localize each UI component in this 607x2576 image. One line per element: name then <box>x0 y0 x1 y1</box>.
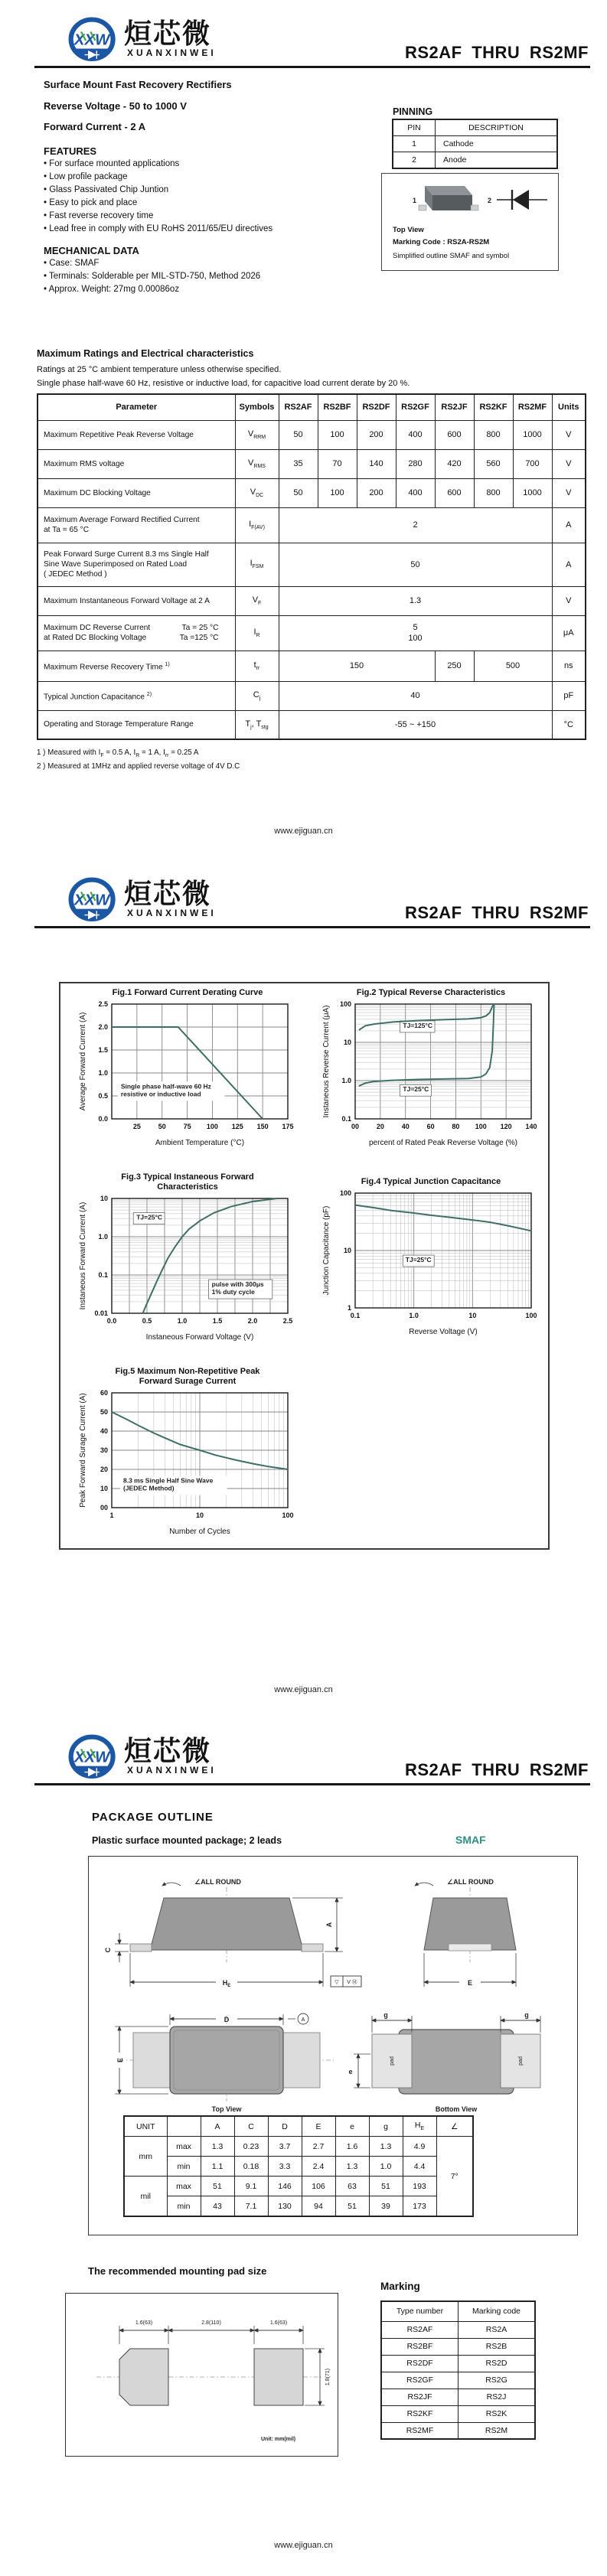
ratings-row-trr: Maximum Reverse Recovery Time $^{1)}$ $t_{rr}$ 150 250 500 ns <box>38 651 586 681</box>
svg-text:pad: pad <box>518 2056 524 2066</box>
svg-text:Junction Capacitance (pF): Junction Capacitance (pF) <box>322 1205 331 1296</box>
svg-text:Unit: mm(mil): Unit: mm(mil) <box>261 2437 296 2442</box>
marking-table <box>380 2300 536 2440</box>
mech-item: • Approx. Weight: 27mg 0.00086oz <box>44 283 260 296</box>
svg-text:2.0: 2.0 <box>98 1023 108 1031</box>
svg-text:10: 10 <box>100 1485 108 1492</box>
fig3-title: Fig.3 Typical Instaneous Forward <box>121 1172 254 1182</box>
logo-badge-icon <box>67 877 118 924</box>
svg-text:percent of Rated Peak Reverse: percent of Rated Peak Reverse Voltage (%) <box>369 1139 517 1147</box>
brand-name-en: XUANXINWEI <box>127 47 217 58</box>
svg-text:0.0: 0.0 <box>98 1115 108 1123</box>
ratings-row-cj: Typical Junction Capacitance $^{2)}$ $C_j$ 40 pF <box>38 681 586 710</box>
page3-header <box>0 1734 607 1783</box>
brand-name-en: XUANXINWEI <box>127 1765 217 1775</box>
svg-text:100: 100 <box>282 1511 294 1519</box>
svg-text:E: E <box>116 2057 124 2063</box>
feature-item: • Fast reverse recovery time <box>44 210 272 223</box>
svg-text:Average Forward Current (A): Average Forward Current (A) <box>79 1012 87 1111</box>
svg-text:0.1: 0.1 <box>350 1312 361 1319</box>
svg-text:10: 10 <box>195 1511 204 1519</box>
dim-row-mm-min: min 1.1 0.18 3.3 2.4 1.3 1.0 4.4 <box>124 2157 473 2177</box>
ratings-row-ifsm: Peak Forward Surge Current 8.3 ms Single Half Sine Wave Superimposed on Rated Load ( JEDEC Method ) $I_{FSM}$ 50 A <box>38 543 586 586</box>
svg-text:25: 25 <box>132 1123 141 1130</box>
fig2-title: Fig.2 Typical Reverse Characteristics <box>356 988 506 997</box>
svg-text:00: 00 <box>100 1504 108 1511</box>
mechanical-data-list <box>44 257 260 296</box>
svg-text:150: 150 <box>256 1123 269 1130</box>
svg-text:100: 100 <box>475 1123 487 1130</box>
svg-text:A: A <box>325 1922 333 1928</box>
svg-text:8.3 ms Single Half Sine Wave: 8.3 ms Single Half Sine Wave <box>122 1476 214 1485</box>
fig5-title-line2: Forward Surage Current <box>139 1377 237 1386</box>
svg-text:e: e <box>348 2068 353 2075</box>
svg-text:E: E <box>467 1979 473 1987</box>
svg-text:0.5: 0.5 <box>98 1092 108 1100</box>
package-symbol-box <box>381 173 559 271</box>
svg-text:Ambient Temperature (°C): Ambient Temperature (°C) <box>155 1139 245 1147</box>
svg-text:10: 10 <box>100 1195 108 1202</box>
svg-text:TJ=125°C: TJ=125°C <box>403 1021 433 1029</box>
svg-text:60: 60 <box>426 1123 435 1130</box>
svg-text:40: 40 <box>100 1427 108 1435</box>
header-rule <box>34 1783 590 1785</box>
svg-text:0.01: 0.01 <box>94 1309 108 1317</box>
svg-text:50: 50 <box>158 1123 166 1130</box>
ratings-header-row: Parameter Symbols RS2AF RS2BF RS2DF RS2GF RS2JF RS2KF RS2MF Units <box>38 394 586 420</box>
svg-text:HE: $H_E$ <box>222 1979 231 1988</box>
svg-text:Instaneous Reverse Current (μA: Instaneous Reverse Current (μA) <box>322 1005 331 1118</box>
brand-name-cn: 烜芯微 <box>124 878 212 909</box>
svg-text:TJ=25°C: TJ=25°C <box>136 1213 163 1221</box>
svg-text:20: 20 <box>376 1123 384 1130</box>
package-end-view <box>378 1873 562 2004</box>
svg-text:(JEDEC Method): (JEDEC Method) <box>122 1484 175 1492</box>
svg-text:XXW: XXW <box>73 892 110 909</box>
doc-title: RS2AF THRU RS2MF <box>404 1760 589 1779</box>
page1-header <box>0 17 607 66</box>
svg-text:120: 120 <box>500 1123 512 1130</box>
logo-badge-icon <box>67 1734 118 1782</box>
svg-text:Number of Cycles: Number of Cycles <box>169 1528 230 1536</box>
ratings-note-1: 1 ) Measured with $I_F = 0.5$ A, $I_R = 1$ A, $I_{rr} = 0.25$ A <box>37 748 199 758</box>
features-title: FEATURES <box>44 145 97 157</box>
feature-item: • Low profile package <box>44 171 272 184</box>
svg-text:Instaneous Forward Current (A): Instaneous Forward Current (A) <box>79 1202 87 1310</box>
ratings-note-2: 2 ) Measured at 1MHz and applied reverse voltage of 4V D.C <box>37 762 240 771</box>
brand-logo <box>67 877 297 926</box>
top-view-label: Top View <box>393 226 424 234</box>
mech-item: • Case: SMAF <box>44 257 260 270</box>
brand-name-en: XUANXINWEI <box>127 908 217 918</box>
svg-text:1.5: 1.5 <box>98 1046 108 1054</box>
package-name: SMAF <box>455 1834 486 1846</box>
svg-text:▽: ▽ <box>335 1980 339 1985</box>
svg-text:30: 30 <box>100 1446 108 1454</box>
svg-text:g: g <box>383 2011 388 2019</box>
svg-text:175: 175 <box>282 1123 294 1130</box>
page2-header <box>0 877 607 926</box>
pinning-title: PINNING <box>393 106 433 117</box>
pinning-header-row: PIN DESCRIPTION <box>393 119 557 136</box>
svg-text:0.0: 0.0 <box>106 1317 117 1325</box>
ratings-row-tstg: Operating and Storage Temperature Range $T_j$, $T_{stg}$ -55 ~ +150 °C <box>38 710 586 739</box>
feature-item: • Glass Passivated Chip Juntion <box>44 184 272 197</box>
svg-text:C: C <box>104 1947 112 1953</box>
svg-text:Bottom View: Bottom View <box>435 2105 478 2113</box>
ratings-cond1: Ratings at 25 °C ambient temperature unless otherwise specified. <box>37 365 282 374</box>
svg-text:20: 20 <box>100 1466 108 1473</box>
svg-text:g: g <box>524 2011 529 2019</box>
svg-text:100: 100 <box>206 1123 218 1130</box>
svg-text:0.1: 0.1 <box>341 1115 351 1123</box>
marking-row: RS2BF RS2B <box>381 2338 535 2355</box>
ratings-cond2: Single phase half-wave 60 Hz, resistive or inductive load, for capacitive load current derate by 20 %. <box>37 379 410 388</box>
package-top-view <box>104 2010 349 2115</box>
forward-current-line: Forward Current - 2 A <box>44 121 146 132</box>
ratings-row-vdc: Maximum DC Blocking Voltage $V_{DC}$ 50 100 200 400 600 800 1000 V <box>38 478 586 507</box>
marking-row: RS2AF RS2A <box>381 2321 535 2338</box>
svg-text:1.6(63): 1.6(63) <box>135 2320 153 2326</box>
mounting-pad-title: The recommended mounting pad size <box>88 2265 267 2277</box>
svg-text:A: A <box>301 2017 305 2023</box>
package-drawing-box <box>88 1856 578 2235</box>
svg-text:140: 140 <box>525 1123 537 1130</box>
svg-text:TJ=25°C: TJ=25°C <box>405 1256 432 1264</box>
svg-text:10: 10 <box>468 1312 477 1319</box>
fig5-chart <box>77 1387 299 1542</box>
doc-title: RS2AF THRU RS2MF <box>404 43 589 62</box>
ratings-row-ifav: Maximum Average Forward Rectified Current at Ta = 65 °C $I_{F(AV)}$ 2 A <box>38 507 586 543</box>
svg-text:125: 125 <box>231 1123 243 1130</box>
svg-text:Peak Forward Surage Current (A: Peak Forward Surage Current (A) <box>79 1393 87 1508</box>
marking-header-row: Type number Marking code <box>381 2301 535 2321</box>
dim-row-mil-min: min 43 7.1 130 94 51 39 173 <box>124 2196 473 2217</box>
svg-text:75: 75 <box>183 1123 191 1130</box>
svg-text:100: 100 <box>339 1000 351 1008</box>
dim-row-mil-max: mil max 51 9.1 146 106 63 51 193 <box>124 2177 473 2196</box>
page2-footer-url: www.ejiguan.cn <box>274 1685 333 1694</box>
svg-text:1.8(71): 1.8(71) <box>325 2368 331 2386</box>
pinning-table <box>392 119 558 169</box>
fig3-title-line2: Characteristics <box>157 1182 218 1192</box>
svg-text:10: 10 <box>343 1247 351 1254</box>
doc-title: RS2AF THRU RS2MF <box>404 903 589 922</box>
fig1-forward-current-derating <box>77 988 299 1153</box>
svg-text:2.5: 2.5 <box>98 1000 108 1008</box>
svg-text:∠ALL ROUND: ∠ALL ROUND <box>194 1878 241 1886</box>
svg-text:∠ALL ROUND: ∠ALL ROUND <box>447 1878 494 1886</box>
svg-text:1.0: 1.0 <box>177 1317 188 1325</box>
svg-text:1.0: 1.0 <box>341 1077 351 1084</box>
marking-row: RS2DF RS2D <box>381 2355 535 2372</box>
outline-caption: Simplified outline SMAF and symbol <box>393 252 510 260</box>
svg-text:pulse with 300μs: pulse with 300μs <box>211 1280 264 1289</box>
svg-text:100: 100 <box>525 1312 537 1319</box>
page1-footer-url: www.ejiguan.cn <box>274 827 333 836</box>
dim-header-row: UNIT A C D E e g $H_E$ ∠ <box>124 2116 473 2137</box>
svg-text:1.0: 1.0 <box>98 1069 108 1077</box>
fig4-chart <box>320 1187 542 1342</box>
svg-text:V Ⓜ: V Ⓜ <box>347 1980 357 1985</box>
mech-item: • Terminals: Solderable per MIL-STD-750, Method 2026 <box>44 270 260 283</box>
mounting-pad-box <box>65 2293 338 2457</box>
marking-title: Marking <box>380 2281 420 2292</box>
ratings-row-vrrm: Maximum Repetitive Peak Reverse Voltage $V_{RRM}$ 50 100 200 400 600 800 1000 V <box>38 420 586 449</box>
svg-text:80: 80 <box>452 1123 460 1130</box>
mounting-pad-drawing <box>66 2294 338 2456</box>
svg-text:0.1: 0.1 <box>98 1271 108 1279</box>
fig3-chart <box>77 1192 299 1348</box>
svg-text:1: 1 <box>347 1304 351 1312</box>
logo-badge-text: XXW <box>73 31 110 49</box>
svg-text:00: 00 <box>351 1123 360 1130</box>
package-side-view <box>104 1873 364 2004</box>
svg-text:1.0: 1.0 <box>409 1312 419 1319</box>
fig5-title: Fig.5 Maximum Non-Repetitive Peak <box>115 1367 260 1376</box>
tolerance-frame <box>331 1976 361 1987</box>
svg-text:XXW: XXW <box>73 1749 110 1766</box>
svg-text:Single phase half-wave 60 Hz: Single phase half-wave 60 Hz <box>120 1082 211 1091</box>
ratings-row-vrms: Maximum RMS voltage $V_{RMS}$ 35 70 140 280 420 560 700 V <box>38 449 586 478</box>
product-subtitle: Surface Mount Fast Recovery Rectifiers <box>44 79 232 90</box>
fig4-junction-capacitance <box>320 1177 542 1342</box>
svg-text:1% duty cycle: 1% duty cycle <box>211 1288 255 1296</box>
ratings-row-ir: Maximum DC Reverse Current Ta = 25 °C at Rated DC Blocking Voltage Ta =125 °C $I_R$ 5 100 μA <box>38 615 586 651</box>
svg-text:2.8(110): 2.8(110) <box>201 2320 221 2326</box>
header-rule <box>34 926 590 928</box>
package-outline-subtitle: Plastic surface mounted package; 2 leads <box>92 1835 282 1846</box>
svg-text:D: D <box>224 2016 230 2023</box>
fig2-reverse-characteristics <box>320 988 542 1153</box>
svg-text:50: 50 <box>100 1408 108 1416</box>
ratings-title: Maximum Ratings and Electrical characteristics <box>37 348 254 359</box>
ratings-table <box>37 393 586 740</box>
svg-text:TJ=25°C: TJ=25°C <box>403 1085 429 1094</box>
brand-logo <box>67 1734 297 1783</box>
mechanical-data-title: MECHANICAL DATA <box>44 245 139 256</box>
svg-text:0.5: 0.5 <box>142 1317 152 1325</box>
diode-symbol-icon <box>497 190 547 210</box>
package-bottom-view <box>341 2010 571 2115</box>
logo-badge-icon <box>67 17 118 64</box>
page3-footer-url: www.ejiguan.cn <box>274 2541 333 2550</box>
fig5-surge-current <box>77 1367 299 1542</box>
svg-text:pad: pad <box>390 2056 395 2066</box>
svg-text:Top View: Top View <box>211 2105 242 2113</box>
package-outline-title: PACKAGE OUTLINE <box>92 1811 214 1824</box>
svg-text:1.0: 1.0 <box>98 1233 108 1241</box>
ratings-row-vf: Maximum Instantaneous Forward Voltage at 2 A $V_F$ 1.3 V <box>38 586 586 615</box>
brand-name-cn: 烜芯微 <box>124 1735 212 1766</box>
svg-text:1: 1 <box>109 1511 114 1519</box>
pin1-label: 1 <box>413 197 417 204</box>
pinning-row: 1 Cathode <box>393 136 557 152</box>
svg-text:100: 100 <box>339 1189 351 1197</box>
marking-row: RS2JF RS2J <box>381 2389 535 2405</box>
svg-text:Reverse Voltage (V): Reverse Voltage (V) <box>409 1328 478 1336</box>
pinning-row: 2 Anode <box>393 152 557 169</box>
svg-text:resistive or inductive load: resistive or inductive load <box>120 1090 201 1098</box>
pin2-label: 2 <box>488 197 492 204</box>
svg-text:40: 40 <box>401 1123 410 1130</box>
svg-text:1.5: 1.5 <box>212 1317 223 1325</box>
brand-name-cn: 烜芯微 <box>124 18 212 49</box>
feature-item: • Lead free in comply with EU RoHS 2011/65/EU directives <box>44 223 272 236</box>
dimensions-table <box>123 2115 474 2217</box>
fig2-chart <box>320 998 542 1153</box>
fig1-title: Fig.1 Forward Current Derating Curve <box>112 988 263 997</box>
header-rule <box>34 66 590 68</box>
svg-text:1.6(63): 1.6(63) <box>269 2320 288 2326</box>
marking-code-label: Marking Code : RS2A-RS2M <box>393 238 490 246</box>
feature-item: • Easy to pick and place <box>44 197 272 210</box>
svg-text:60: 60 <box>100 1389 108 1397</box>
marking-row: RS2KF RS2K <box>381 2405 535 2422</box>
fig3-forward-characteristics <box>77 1172 299 1348</box>
package-and-diode-drawing <box>385 177 555 221</box>
brand-logo <box>67 17 297 66</box>
svg-text:2.0: 2.0 <box>247 1317 258 1325</box>
dim-row-mm-max: mm max 1.3 0.23 3.7 2.7 1.6 1.3 4.9 7° <box>124 2137 473 2157</box>
svg-text:2.5: 2.5 <box>282 1317 293 1325</box>
features-list <box>44 158 272 236</box>
svg-text:10: 10 <box>343 1039 351 1046</box>
marking-row: RS2GF RS2G <box>381 2372 535 2389</box>
reverse-voltage-line: Reverse Voltage - 50 to 1000 V <box>44 100 187 112</box>
marking-row: RS2MF RS2M <box>381 2422 535 2439</box>
fig4-title: Fig.4 Typical Junction Capacitance <box>361 1177 501 1186</box>
feature-item: • For surface mounted applications <box>44 158 272 171</box>
svg-text:Instaneous Forward Voltage (V): Instaneous Forward Voltage (V) <box>145 1333 254 1342</box>
fig1-chart <box>77 998 299 1153</box>
